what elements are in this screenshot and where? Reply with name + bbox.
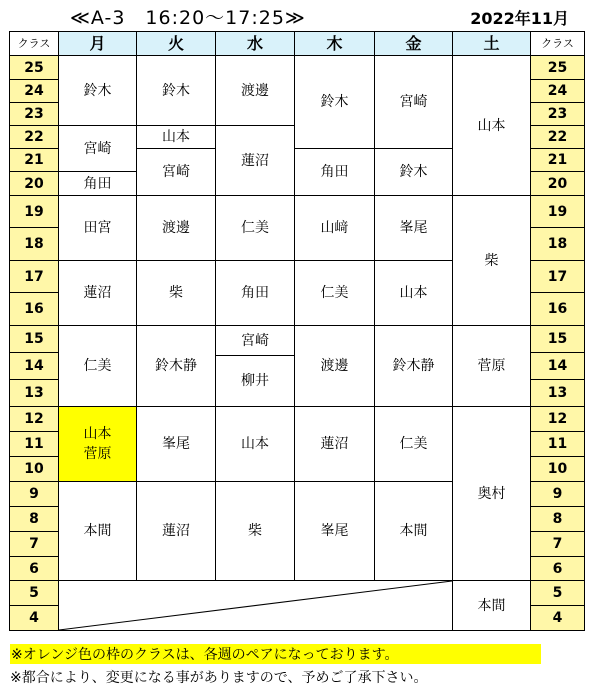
class-number-right: 14 (530, 352, 584, 379)
schedule-cell: 本間 (374, 481, 452, 580)
class-number-right: 6 (530, 556, 584, 580)
month-label: 2022年11月 (470, 9, 569, 28)
day-header-sat: 土 (452, 31, 530, 55)
schedule-cell: 仁美 (294, 260, 374, 325)
class-number-left: 9 (9, 481, 58, 506)
schedule-cell: 本間 (58, 481, 136, 580)
schedule-cell: 宮崎 (374, 55, 452, 148)
class-number-left: 5 (9, 580, 58, 605)
schedule-cell: 角田 (215, 260, 294, 325)
note-schedule-change: ※都合により、変更になる事がありますので、予めご了承下さい。 (10, 670, 428, 686)
schedule-cell: 蓮沼 (58, 260, 136, 325)
schedule-cell: 仁美 (58, 325, 136, 406)
class-number-left: 16 (9, 292, 58, 325)
schedule-cell: 山本 (136, 125, 215, 148)
schedule-cell: 柴 (452, 195, 530, 325)
class-number-right: 16 (530, 292, 584, 325)
class-number-left: 25 (9, 55, 58, 79)
class-number-left: 21 (9, 148, 58, 171)
schedule-cell: 峯尾 (374, 195, 452, 260)
class-number-right: 13 (530, 379, 584, 406)
schedule-cell: 山本 (452, 55, 530, 195)
schedule-cell: 本間 (452, 580, 530, 630)
class-number-left: 6 (9, 556, 58, 580)
class-number-left: 11 (9, 431, 58, 456)
schedule-cell: 田宮 (58, 195, 136, 260)
day-header-tue: 火 (136, 31, 215, 55)
class-number-right: 18 (530, 227, 584, 260)
schedule-cell: 宮崎 (136, 148, 215, 195)
empty-slot (58, 580, 452, 630)
class-number-right: 4 (530, 605, 584, 630)
class-number-left: 13 (9, 379, 58, 406)
class-number-left: 23 (9, 102, 58, 125)
schedule-cell: 渡邊 (215, 55, 294, 125)
class-number-right: 24 (530, 79, 584, 102)
class-number-right: 9 (530, 481, 584, 506)
schedule-cell: 角田 (294, 148, 374, 195)
class-number-right: 5 (530, 580, 584, 605)
schedule-cell: 柴 (136, 260, 215, 325)
schedule-cell: 柳井 (215, 355, 294, 406)
schedule-cell: 奥村 (452, 406, 530, 580)
class-number-left: 17 (9, 260, 58, 292)
day-header-mon: 月 (58, 31, 136, 55)
class-number-right: 8 (530, 506, 584, 531)
schedule-cell: 山本 (374, 260, 452, 325)
schedule-cell: 山本 (215, 406, 294, 481)
class-number-left: 4 (9, 605, 58, 630)
class-number-left: 20 (9, 171, 58, 195)
schedule-cell: 菅原 (452, 325, 530, 406)
schedule-cell: 蓮沼 (136, 481, 215, 580)
class-number-left: 22 (9, 125, 58, 148)
class-number-right: 17 (530, 260, 584, 292)
class-number-right: 10 (530, 456, 584, 481)
class-number-right: 7 (530, 531, 584, 556)
day-header-thu: 木 (294, 31, 374, 55)
schedule-cell: 宮崎 (215, 325, 294, 355)
class-number-left: 19 (9, 195, 58, 227)
schedule-cell: 鈴木 (294, 55, 374, 148)
schedule-cell: 峯尾 (294, 481, 374, 580)
schedule-cell: 鈴木 (58, 55, 136, 125)
class-number-right: 12 (530, 406, 584, 431)
schedule-cell: 蓮沼 (294, 406, 374, 481)
class-header-left: クラス (9, 31, 58, 55)
class-number-right: 20 (530, 171, 584, 195)
class-number-right: 11 (530, 431, 584, 456)
day-header-wed: 水 (215, 31, 294, 55)
class-number-left: 24 (9, 79, 58, 102)
class-number-left: 18 (9, 227, 58, 260)
schedule-cell: 渡邊 (294, 325, 374, 406)
schedule-cell: 鈴木 (136, 55, 215, 125)
class-number-right: 21 (530, 148, 584, 171)
schedule-cell: 峯尾 (136, 406, 215, 481)
schedule-cell: 鈴木静 (136, 325, 215, 406)
day-header-fri: 金 (374, 31, 452, 55)
class-number-right: 15 (530, 325, 584, 352)
class-number-left: 10 (9, 456, 58, 481)
class-number-left: 15 (9, 325, 58, 352)
schedule-cell: 仁美 (374, 406, 452, 481)
schedule-cell: 仁美 (215, 195, 294, 260)
class-number-right: 23 (530, 102, 584, 125)
class-number-right: 25 (530, 55, 584, 79)
class-number-right: 22 (530, 125, 584, 148)
schedule-cell: 鈴木静 (374, 325, 452, 406)
schedule-cell: 宮崎 (58, 125, 136, 171)
class-number-right: 19 (530, 195, 584, 227)
schedule-cell: 山﨑 (294, 195, 374, 260)
class-number-left: 7 (9, 531, 58, 556)
schedule-cell: 鈴木 (374, 148, 452, 195)
diagonal-line (59, 581, 453, 631)
note-pair-classes: ※オレンジ色の枠のクラスは、各週のペアになっております。 (10, 644, 541, 664)
class-number-left: 8 (9, 506, 58, 531)
schedule-cell: 蓮沼 (215, 125, 294, 195)
class-number-left: 12 (9, 406, 58, 431)
schedule-cell-highlighted: 山本 菅原 (58, 406, 136, 481)
class-header-right: クラス (530, 31, 584, 55)
schedule-title: ≪A-3 16:20〜17:25≫ (70, 7, 306, 29)
schedule-cell: 柴 (215, 481, 294, 580)
class-number-left: 14 (9, 352, 58, 379)
schedule-cell: 角田 (58, 171, 136, 195)
schedule-cell: 渡邊 (136, 195, 215, 260)
